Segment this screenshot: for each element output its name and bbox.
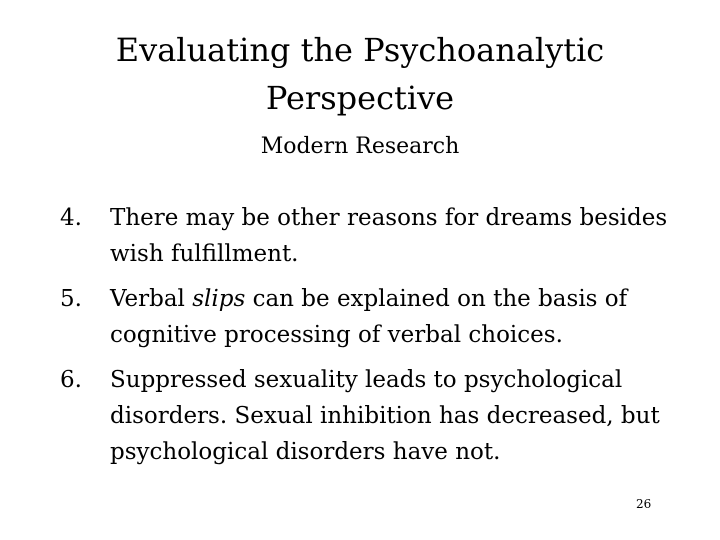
slide-subtitle: Modern Research	[260, 134, 460, 159]
list-item-text-end: can be explained on the basis of cognitive processing of verbal choices.	[110, 286, 628, 348]
slide-title-line-2: Perspective	[265, 79, 455, 117]
list-item-text: There may be other reasons for dreams besides wish fulfillment.	[110, 205, 668, 267]
list-item-text-start: Verbal	[110, 286, 193, 312]
slide-title	[60, 26, 660, 122]
list-item-number: 4.	[60, 205, 82, 231]
page-number: 26	[636, 497, 652, 511]
research-points-list	[60, 200, 680, 479]
list-item-6	[60, 362, 680, 470]
slide-title-line-1: Evaluating the Psychoanalytic	[115, 31, 605, 69]
list-item-4	[60, 200, 680, 272]
list-item-5	[60, 281, 680, 353]
emphasized-word: slips	[192, 286, 246, 312]
list-item-number: 5.	[60, 286, 82, 312]
list-item-text	[110, 286, 627, 348]
list-item-text: Suppressed sexuality leads to psychological disorders. Sexual inhibition has decreased, but psychological disorders have not.	[110, 367, 660, 465]
list-item-number: 6.	[60, 367, 82, 393]
